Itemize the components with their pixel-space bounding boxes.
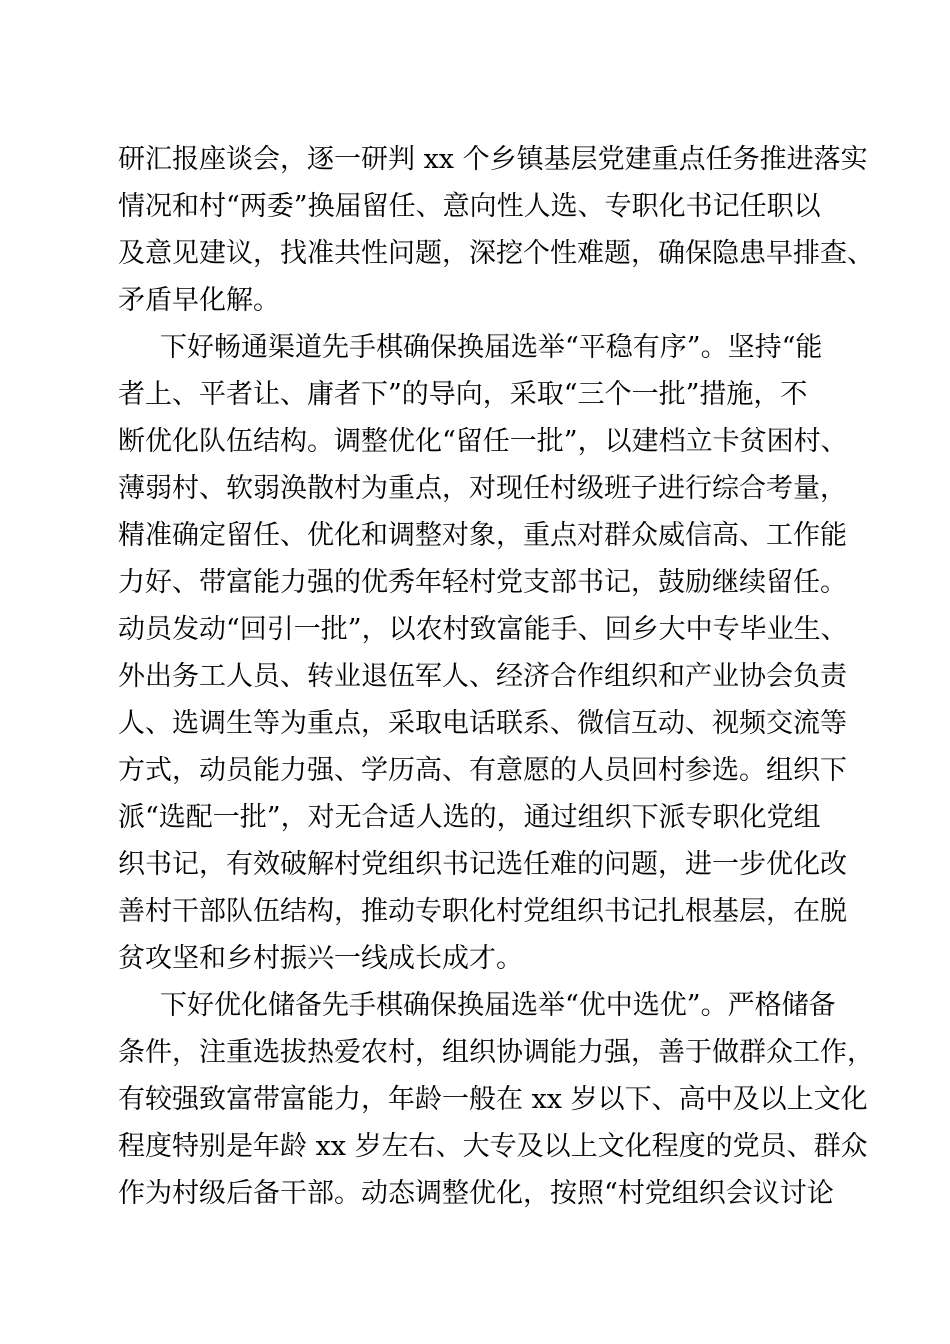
text-line: 动员发动“回引一批”，以农村致富能手、回乡大中专毕业生、 [118,614,848,645]
text-line: 人、选调生等为重点，采取电话联系、微信互动、视频交流等 [118,708,847,739]
text-line: 精准确定留任、优化和调整对象，重点对群众威信高、工作能 [118,520,847,551]
text-line: 矛盾早化解。 [118,285,280,316]
text-line: 外出务工人员、转业退伍军人、经济合作组织和产业协会负责 [118,661,847,692]
text-line: 者上、平者让、庸者下”的导向，采取“三个一批”措施，不 [118,379,808,410]
text-line: 派“选配一批”，对无合适人选的，通过组织下派专职化党组 [118,802,821,833]
text-line: 研汇报座谈会，逐一研判 xx 个乡镇基层党建重点任务推进落实 [118,144,868,175]
paragraph-heading-line: 下好畅通渠道先手棋确保换届选举“平稳有序”。坚持“能 [160,332,823,363]
text-line: 及意见建议，找准共性问题，深挖个性难题，确保隐患早排查、 [118,238,874,269]
text-line: 方式，动员能力强、学历高、有意愿的人员回村参选。组织下 [118,755,847,786]
text-line: 条件，注重选拔热爱农村，组织协调能力强，善于做群众工作， [118,1037,874,1068]
text-line: 薄弱村、软弱涣散村为重点，对现任村级班子进行综合考量， [118,473,847,504]
text-line: 贫攻坚和乡村振兴一线成长成才。 [118,943,523,974]
text-line: 情况和村“两委”换届留任、意向性人选、专职化书记任职以 [118,191,821,222]
text-line: 程度特别是年龄 xx 岁左右、大专及以上文化程度的党员、群众 [118,1131,868,1162]
text-line: 善村干部队伍结构，推动专职化村党组织书记扎根基层，在脱 [118,896,847,927]
text-line: 作为村级后备干部。动态调整优化，按照“村党组织会议讨论 [118,1178,834,1209]
text-line: 力好、带富能力强的优秀年轻村党支部书记，鼓励继续留任。 [118,567,847,598]
text-line: 有较强致富带富能力，年龄一般在 xx 岁以下、高中及以上文化 [118,1084,868,1115]
text-line: 断优化队伍结构。调整优化“留任一批”，以建档立卡贫困村、 [118,426,848,457]
paragraph-heading-line: 下好优化储备先手棋确保换届选举“优中选优”。严格储备 [160,990,836,1021]
text-line: 织书记，有效破解村党组织书记选任难的问题，进一步优化改 [118,849,847,880]
